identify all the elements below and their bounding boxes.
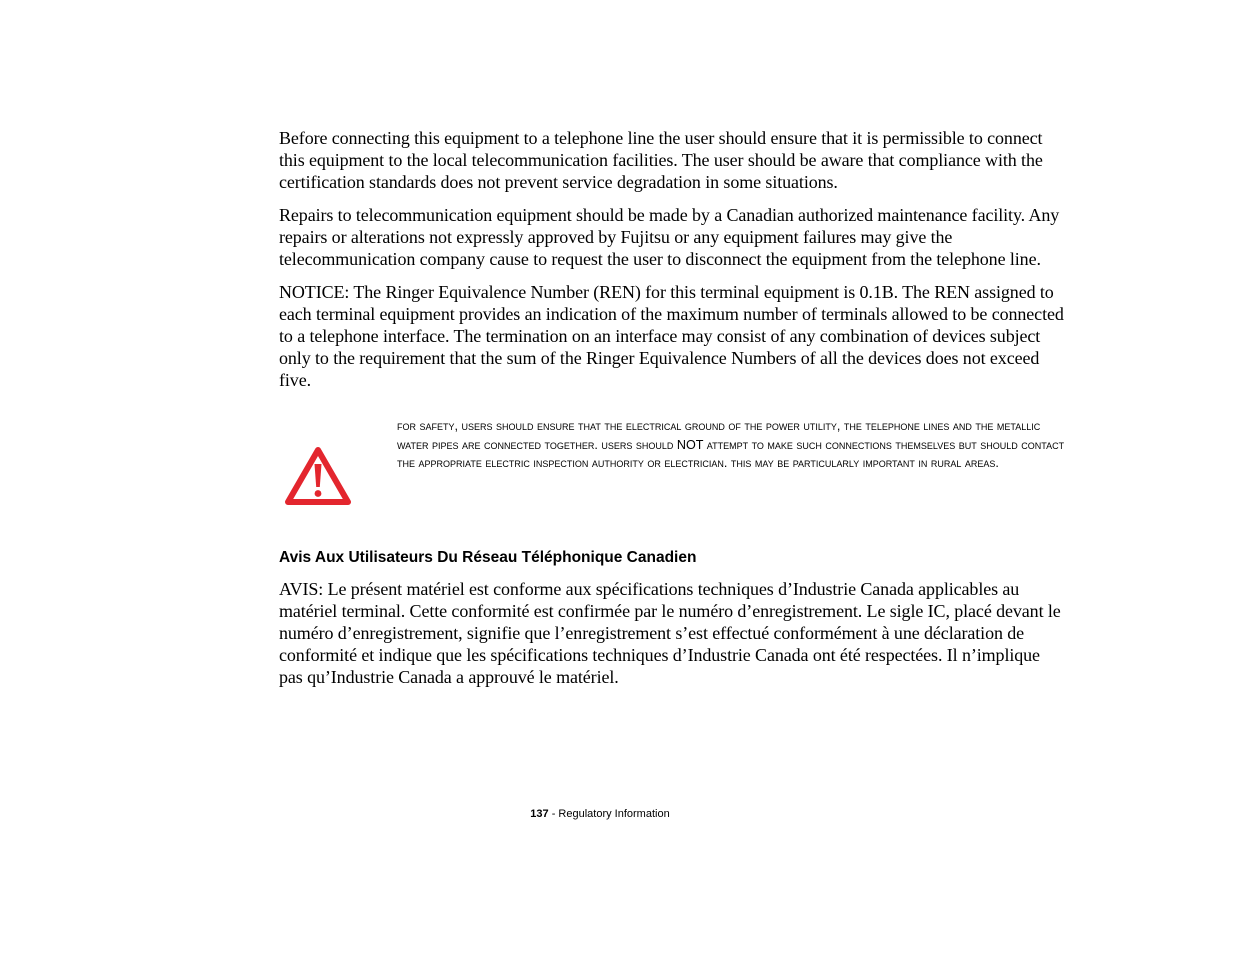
caution-box [279,417,1064,537]
warning-triangle-icon [284,445,352,507]
page-footer [0,807,1200,821]
caution-text-part1: for safety, users should ensure that the electrical ground of the power utility, the telephone lines and the metallic water pipes are connected together. users should [397,419,1041,452]
caution-text [397,417,1067,473]
paragraph-repairs: Repairs to telecommunication equipment should be made by a Canadian authorized maintenance facility. Any repairs or alterations not expressly approved by Fujitsu or any equipment failures may give the telecommunication company cause to request the user to disconnect the equipment from the telephone line. [279,205,1060,269]
page-number: 137 [530,808,549,820]
caution-text-emphasis: NOT [676,437,704,452]
caution-text-part2: attempt to make such connections themselves but should contact the appropriate electric inspection authority or electrician. this may be particularly important in rural areas. [397,437,1065,471]
footer-separator: - [548,808,559,820]
footer-section-title: Regulatory Information [558,808,670,820]
section-heading: Avis Aux Utilisateurs Du Réseau Téléphonique Canadien [279,549,697,566]
paragraph-ren-notice: NOTICE: The Ringer Equivalence Number (REN) for this terminal equipment is 0.1B. The REN assigned to each terminal equipment provides an indication of the maximum number of terminals allowed to be connected to a telephone interface. The termination on an interface may consist of any combination of devices subject only to the requirement that the sum of the Ringer Equivalence Numbers of all the devices does not exceed five. [279,282,1064,390]
page-content [279,127,1064,699]
paragraph-avis: AVIS: Le présent matériel est conforme aux spécifications techniques d’Industrie Canada applicables au matériel terminal. Cette conformité est confirmée par le numéro d’enregistrement. Le sigle IC, placé devant le numéro d’enregistrement, signifie que l’enregistrement s’est effectué conformément à une déclaration de conformité et indique que les spécifications techniques d’Industrie Canada ont été respectées. Il n’implique pas qu’Industrie Canada a approuvé le matériel. [279,579,1061,687]
paragraph-telephone-line: Before connecting this equipment to a telephone line the user should ensure that it is permissible to connect this equipment to the local telecommunication facilities. The user should be aware that compliance with the certification standards does not prevent service degradation in some situations. [279,128,1043,192]
